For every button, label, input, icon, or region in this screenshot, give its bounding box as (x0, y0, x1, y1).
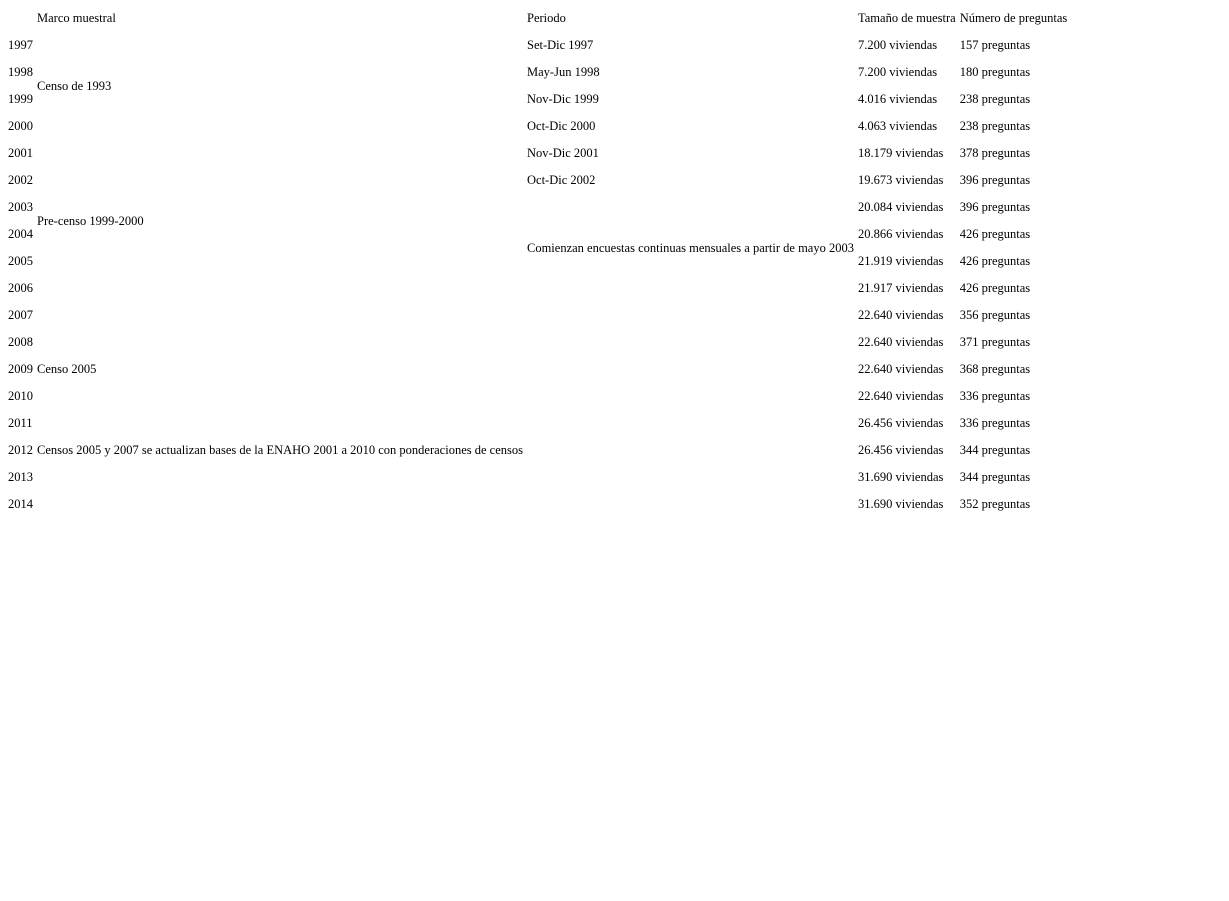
preguntas-cell: 336 preguntas (959, 389, 1031, 403)
year-cell: 2012 (8, 443, 33, 457)
periodo-cell (527, 383, 854, 410)
tamano-cell: 22.640 viviendas (857, 362, 944, 376)
header-tamano-muestra: Tamaño de muestra (857, 10, 956, 25)
table-row (8, 437, 1067, 464)
preguntas-cell: 426 preguntas (959, 281, 1031, 295)
year-cell: 1998 (8, 65, 33, 79)
preguntas-cell: 180 preguntas (959, 65, 1031, 79)
preguntas-cell: 344 preguntas (959, 443, 1031, 457)
periodo-cell (527, 410, 854, 437)
header-periodo: Periodo (527, 10, 566, 25)
periodo-cell: Nov-Dic 1999 (527, 92, 599, 106)
periodo-cell (527, 329, 854, 356)
table-row (8, 302, 1067, 329)
marco-cell: Censos 2005 y 2007 se actualizan bases de la ENAHO 2001 a 2010 con ponderaciones de censos (37, 443, 523, 457)
year-cell: 2005 (8, 254, 33, 268)
year-cell: 2006 (8, 281, 33, 295)
preguntas-cell: 356 preguntas (959, 308, 1031, 322)
year-cell: 1999 (8, 92, 33, 106)
year-cell: 2008 (8, 335, 33, 349)
header-numero-preguntas: Número de preguntas (959, 10, 1068, 25)
table-row (8, 464, 1067, 491)
tamano-cell: 19.673 viviendas (857, 173, 944, 187)
tamano-cell: 4.063 viviendas (857, 119, 938, 133)
preguntas-cell: 157 preguntas (959, 38, 1031, 52)
periodo-cell (527, 437, 854, 464)
year-cell: 2010 (8, 389, 33, 403)
periodo-cell (527, 302, 854, 329)
table-row (8, 140, 1067, 167)
year-cell: 2007 (8, 308, 33, 322)
tamano-cell: 18.179 viviendas (857, 146, 944, 160)
year-cell: 1997 (8, 38, 33, 52)
tamano-cell: 31.690 viviendas (857, 470, 944, 484)
tamano-cell: 21.919 viviendas (857, 254, 944, 268)
tamano-cell: 22.640 viviendas (857, 308, 944, 322)
tamano-cell: 22.640 viviendas (857, 335, 944, 349)
periodo-cell: May-Jun 1998 (527, 65, 600, 79)
year-cell: 2001 (8, 146, 33, 160)
year-cell: 2003 (8, 200, 33, 214)
tamano-cell: 7.200 viviendas (857, 38, 938, 52)
enaho-survey-table (4, 4, 1071, 518)
preguntas-cell: 426 preguntas (959, 227, 1031, 241)
marco-cell (37, 464, 523, 491)
preguntas-cell: 238 preguntas (959, 119, 1031, 133)
year-cell: 2004 (8, 227, 33, 241)
year-cell: 2002 (8, 173, 33, 187)
table-header-row (8, 4, 1067, 32)
periodo-cell: Oct-Dic 2002 (527, 173, 596, 187)
periodo-continuous-cell: Comienzan encuestas continuas mensuales a partir de mayo 2003 (527, 240, 854, 255)
preguntas-cell: 371 preguntas (959, 335, 1031, 349)
marco-cell: Pre-censo 1999-2000 (37, 213, 144, 228)
tamano-cell: 31.690 viviendas (857, 497, 944, 511)
tamano-cell: 21.917 viviendas (857, 281, 944, 295)
header-year (8, 4, 33, 32)
table-row (8, 32, 1067, 59)
preguntas-cell: 396 preguntas (959, 173, 1031, 187)
year-cell: 2009 (8, 362, 33, 376)
tamano-cell: 20.866 viviendas (857, 227, 944, 241)
year-cell: 2011 (8, 416, 33, 430)
tamano-cell: 26.456 viviendas (857, 416, 944, 430)
tamano-cell: 22.640 viviendas (857, 389, 944, 403)
tamano-cell: 26.456 viviendas (857, 443, 944, 457)
periodo-cell: Nov-Dic 2001 (527, 146, 599, 160)
year-cell: 2000 (8, 119, 33, 133)
marco-cell (37, 491, 523, 518)
marco-cell: Censo de 1993 (37, 78, 112, 93)
tamano-cell: 4.016 viviendas (857, 92, 938, 106)
table-row (8, 491, 1067, 518)
preguntas-cell: 378 preguntas (959, 146, 1031, 160)
year-cell: 2013 (8, 470, 33, 484)
periodo-cell (527, 491, 854, 518)
tamano-cell: 20.084 viviendas (857, 200, 944, 214)
preguntas-cell: 336 preguntas (959, 416, 1031, 430)
preguntas-cell: 344 preguntas (959, 470, 1031, 484)
periodo-cell (527, 356, 854, 383)
year-cell: 2014 (8, 497, 33, 511)
preguntas-cell: 368 preguntas (959, 362, 1031, 376)
preguntas-cell: 426 preguntas (959, 254, 1031, 268)
preguntas-cell: 238 preguntas (959, 92, 1031, 106)
periodo-cell: Oct-Dic 2000 (527, 119, 596, 133)
periodo-cell: Set-Dic 1997 (527, 38, 594, 52)
header-marco-muestral: Marco muestral (37, 10, 116, 25)
preguntas-cell: 352 preguntas (959, 497, 1031, 511)
periodo-cell (527, 464, 854, 491)
tamano-cell: 7.200 viviendas (857, 65, 938, 79)
marco-cell: Censo 2005 (37, 362, 97, 376)
preguntas-cell: 396 preguntas (959, 200, 1031, 214)
